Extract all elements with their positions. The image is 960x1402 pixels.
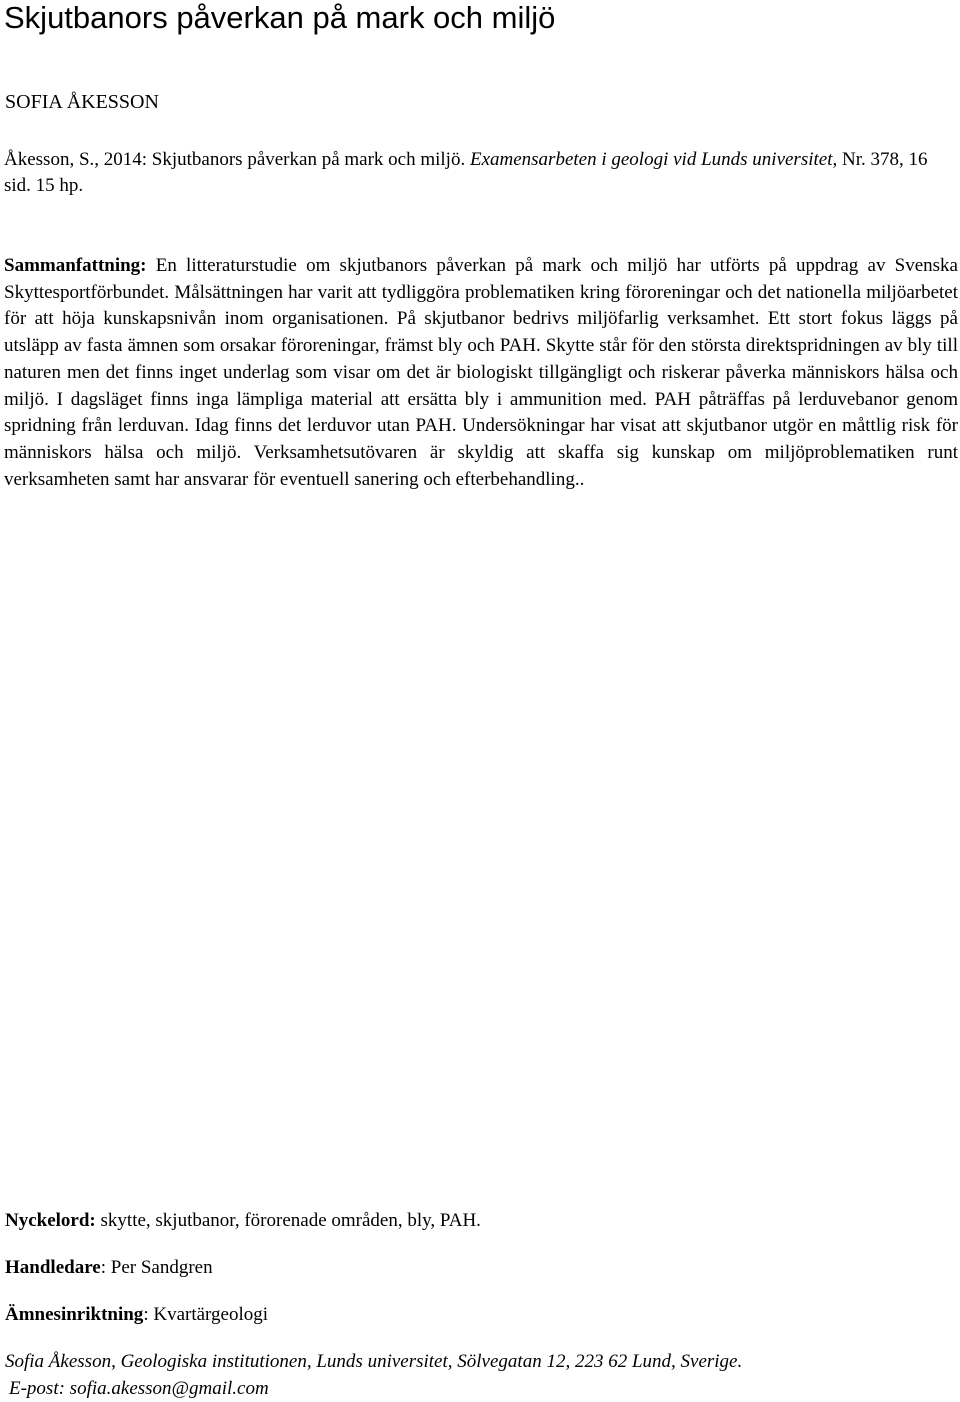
- subject-area-label: Ämnesinriktning: [5, 1304, 144, 1325]
- citation-details: , Nr. 378, 16 sid. 15 hp.: [4, 149, 928, 196]
- citation: [4, 147, 939, 199]
- citation-series: Examensarbeten i geologi vid Lunds universitet: [469, 149, 833, 170]
- keywords: [5, 1208, 481, 1234]
- supervisor-value: : Per Sandgren: [100, 1257, 213, 1278]
- subject-area-value: : Kvartärgeologi: [143, 1304, 269, 1325]
- keywords-label: Nyckelord:: [5, 1210, 96, 1231]
- keywords-value: skytte, skjutbanor, förorenade områden, bly, PAH.: [95, 1210, 481, 1231]
- author-affiliation: Sofia Åkesson, Geologiska institutionen, Lunds universitet, Sölvegatan 12, 223 62 Lund, Sverige.: [5, 1351, 743, 1372]
- supervisor-label: Handledare: [5, 1257, 101, 1278]
- author-name: SOFIA ÅKESSON: [5, 91, 159, 113]
- supervisor: [5, 1255, 213, 1281]
- subject-area: [5, 1302, 268, 1328]
- abstract: [4, 253, 958, 493]
- author-email: E-post: sofia.akesson@gmail.com: [9, 1378, 269, 1399]
- abstract-label: Sammanfattning:: [4, 255, 147, 276]
- citation-reference: Åkesson, S., 2014: Skjutbanors påverkan på mark och miljö.: [4, 149, 470, 170]
- document-title: Skjutbanors påverkan på mark och miljö: [4, 0, 556, 35]
- abstract-text: En litteraturstudie om skjutbanors påverkan på mark och miljö har utförts på uppdrag av Svenska Skyttesportförbundet. Målsättningen har varit att tydliggöra problematiken kring föroreningar och det nationella miljöarbetet för att höja kunskapsnivån inom organisationen. På skjutbanor bedrivs miljöfarlig verksamhet. Ett stort fokus läggs på utsläpp av fasta ämnen som orsakar föroreningar, främst bly och PAH. Skytte står för den största direktspridningen av bly till naturen men det finns inget underlag som visar om det är biologiskt tillgängligt och riskerar påverka människors hälsa och miljö. I dagsläget finns inga lämpliga material att ersätta bly i ammunition med. PAH påträffas på lerduvebanor genom spridning från lerduvan. Idag finns det lerduvor utan PAH. Undersökningar har visat att skjutbanor utgör en måttlig risk för människors hälsa och miljö. Verksamhetsutövaren är skyldig att skaffa sig kunskap om miljöproblematiken runt verksamheten samt har ansvarar för eventuell sanering och efterbehandling..: [4, 255, 958, 490]
